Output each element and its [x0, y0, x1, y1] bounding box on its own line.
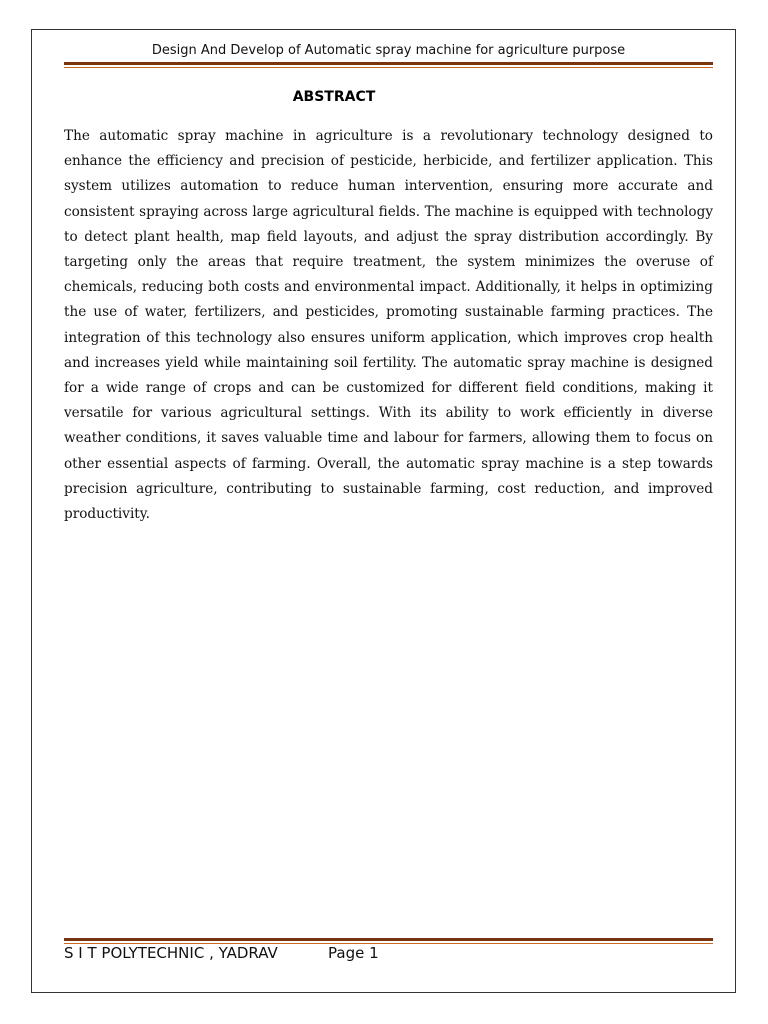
header-title: Design And Develop of Automatic spray machine for agriculture purpose — [151, 43, 626, 58]
header-rule-thick — [64, 62, 713, 65]
footer-page-number: Page 1 — [328, 944, 379, 962]
abstract-paragraph: The automatic spray machine in agriculture is a revolutionary technology designed to enhance the efficiency and precision of pesticide, herbicide, and fertilizer application. This system utilizes automation to reduce human intervention, ensuring more accurate and consistent spraying across large agricultural fields. The machine is equipped with technology to detect plant health, map field layouts, and adjust the spray distribution accordingly. By targeting only the areas that require treatment, the system minimizes the overuse of chemicals, reducing both costs and environmental impact. Additionally, it helps in optimizing the use of water, fertilizers, and pesticides, promoting sustainable farming practices. The integration of this technology also ensures uniform application, which improves crop health and increases yield while maintaining soil fertility. The automatic spray machine is designed for a wide range of crops and can be customized for different field conditions, making it versatile for various agricultural settings. With its ability to work efficiently in diverse weather conditions, it saves valuable time and labour for farmers, allowing them to focus on other essential aspects of farming. Overall, the automatic spray machine is a step towards precision agriculture, contributing to sustainable farming, cost reduction, and improved productivity. — [64, 128, 713, 523]
header-rule-thin — [64, 67, 713, 68]
footer-rule-thick — [64, 938, 713, 941]
footer-institution: S I T POLYTECHNIC , YADRAV — [64, 944, 278, 962]
abstract-heading: ABSTRACT — [292, 89, 376, 105]
